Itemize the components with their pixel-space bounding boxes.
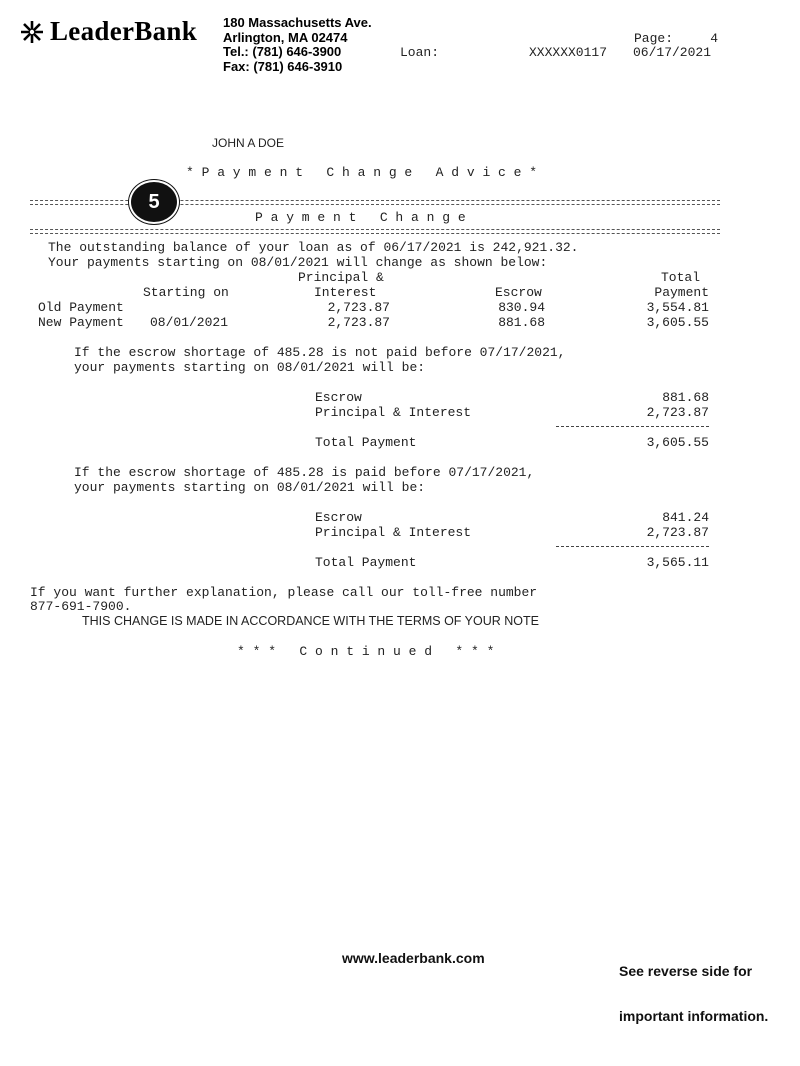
bank-name: LeaderBank bbox=[50, 16, 198, 46]
total-label: Total Payment bbox=[315, 555, 417, 570]
bank-address bbox=[223, 16, 372, 74]
header-principal: Principal & bbox=[298, 270, 384, 285]
divider-rule bbox=[30, 233, 720, 234]
scenario-not-paid-line2: your payments starting on 08/01/2021 will be: bbox=[74, 360, 426, 375]
address-line: 180 Massachusetts Ave. bbox=[223, 15, 372, 30]
toll-free-number: 877-691-7900. bbox=[30, 599, 132, 614]
statement-date: 06/17/2021 bbox=[633, 45, 712, 60]
balance-statement: The outstanding balance of your loan as of 06/17/2021 is 242,921.32. bbox=[48, 240, 579, 255]
row-label: New Payment bbox=[38, 315, 124, 330]
escrow-label: Escrow bbox=[315, 510, 362, 525]
fax-line: Fax: (781) 646-3910 bbox=[223, 58, 343, 74]
terms-notice: THIS CHANGE IS MADE IN ACCORDANCE WITH THE TERMS OF YOUR NOTE bbox=[82, 614, 539, 628]
total-label: Total Payment bbox=[315, 435, 417, 450]
phone-line: Tel.: (781) 646-3900 bbox=[223, 44, 342, 59]
header-escrow: Escrow bbox=[495, 285, 542, 300]
reverse-line1: See reverse side for bbox=[619, 963, 753, 979]
bank-logo bbox=[20, 16, 197, 47]
row-escrow: 881.68 bbox=[498, 315, 545, 330]
header-payment: Payment bbox=[654, 285, 709, 300]
pi-value: 2,723.87 bbox=[646, 525, 709, 540]
step-badge: 5 bbox=[129, 180, 179, 224]
row-principal: 2,723.87 bbox=[327, 315, 390, 330]
divider-rule bbox=[30, 229, 720, 230]
loan-number: XXXXXX0117 bbox=[529, 45, 608, 60]
page-number: 4 bbox=[710, 31, 718, 46]
row-starting: 08/01/2021 bbox=[150, 315, 229, 330]
change-statement: Your payments starting on 08/01/2021 will change as shown below: bbox=[48, 255, 548, 270]
row-escrow: 830.94 bbox=[498, 300, 545, 315]
sum-rule bbox=[556, 546, 709, 547]
loan-label: Loan: bbox=[400, 45, 440, 60]
header-interest: Interest bbox=[314, 285, 377, 300]
borrower-name: JOHN A DOE bbox=[212, 136, 285, 150]
header-total: Total bbox=[660, 270, 700, 285]
scenario-not-paid-line1: If the escrow shortage of 485.28 is not paid before 07/17/2021, bbox=[74, 345, 566, 360]
explanation-line1: If you want further explanation, please call our toll-free number bbox=[30, 585, 538, 600]
advice-title: * P a y m e n t C h a n g e A d v i c e * bbox=[186, 165, 538, 180]
header-starting-on: Starting on bbox=[143, 285, 229, 300]
total-value: 3,565.11 bbox=[646, 555, 709, 570]
scenario-paid-line2: your payments starting on 08/01/2021 will be: bbox=[74, 480, 426, 495]
address-line: Arlington, MA 02474 bbox=[223, 29, 348, 45]
pi-value: 2,723.87 bbox=[646, 405, 709, 420]
scenario-paid-line1: If the escrow shortage of 485.28 is paid before 07/17/2021, bbox=[74, 465, 535, 480]
continued-marker: * * * C o n t i n u e d * * * bbox=[237, 644, 495, 659]
escrow-value: 881.68 bbox=[662, 390, 709, 405]
row-total: 3,554.81 bbox=[646, 300, 709, 315]
row-principal: 2,723.87 bbox=[327, 300, 390, 315]
row-total: 3,605.55 bbox=[646, 315, 709, 330]
pi-label: Principal & Interest bbox=[315, 405, 472, 420]
star-burst-icon bbox=[20, 20, 44, 44]
escrow-label: Escrow bbox=[315, 390, 362, 405]
website-link[interactable]: www.leaderbank.com bbox=[342, 950, 485, 966]
total-value: 3,605.55 bbox=[646, 435, 709, 450]
reverse-line2: important information. bbox=[619, 1008, 769, 1024]
section-title: P a y m e n t C h a n g e bbox=[255, 210, 466, 225]
pi-label: Principal & Interest bbox=[315, 525, 472, 540]
reverse-side-notice bbox=[619, 934, 768, 1039]
row-label: Old Payment bbox=[38, 300, 124, 315]
sum-rule bbox=[556, 426, 709, 427]
escrow-value: 841.24 bbox=[662, 510, 709, 525]
page-label: Page: bbox=[634, 31, 674, 46]
